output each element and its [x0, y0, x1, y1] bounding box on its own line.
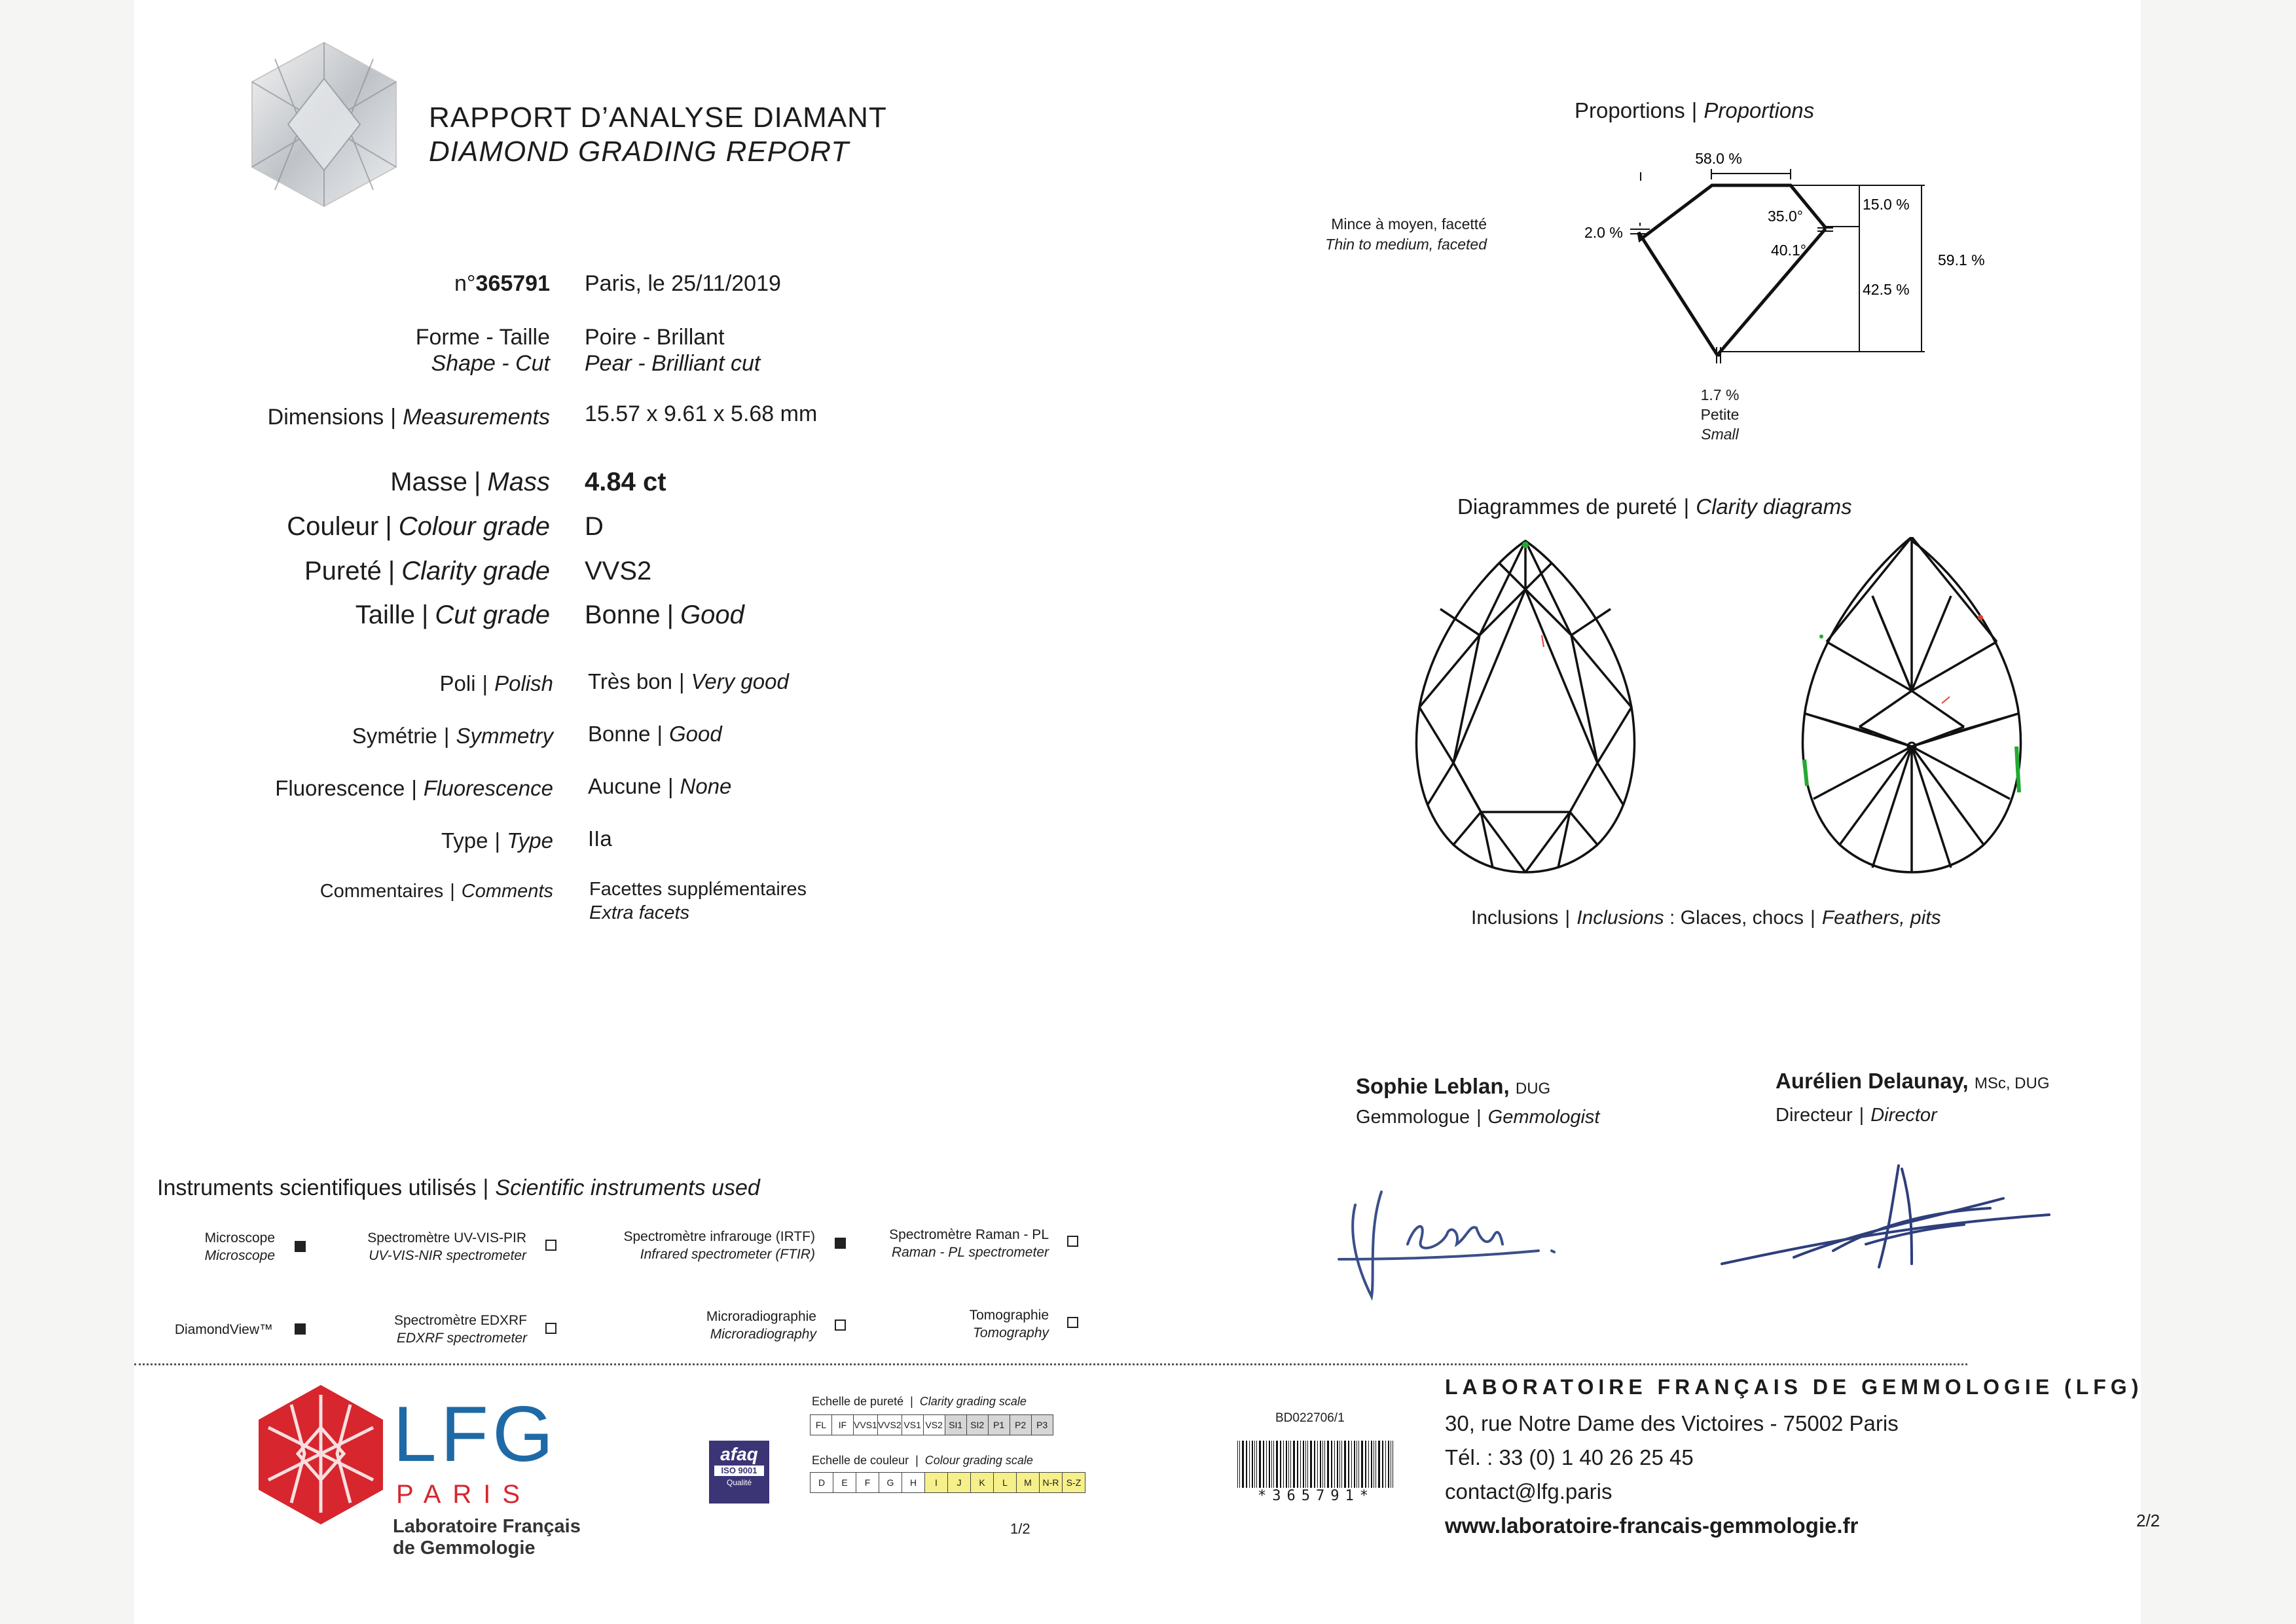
- barcode-bar: [1239, 1441, 1240, 1488]
- clarity-grade-cell: SI2: [966, 1415, 988, 1435]
- clarity-grade-cell: VS2: [923, 1415, 945, 1435]
- barcode-bar: [1305, 1441, 1306, 1488]
- barcode-bar: [1327, 1441, 1329, 1488]
- barcode-bar: [1331, 1441, 1332, 1488]
- lab-full-name: LABORATOIRE FRANÇAIS DE GEMMOLOGIE (LFG): [1445, 1375, 2143, 1399]
- lab-phone: Tél. : 33 (0) 1 40 26 25 45: [1445, 1445, 1694, 1469]
- clarity-grade-cell: FL: [811, 1415, 832, 1435]
- field-label-type: Type | Type: [441, 828, 553, 853]
- barcode-bar: [1263, 1441, 1264, 1488]
- pavilion-angle: 40.1°: [1771, 242, 1806, 259]
- barcode-bar: [1341, 1441, 1342, 1488]
- field-value-shape-cut: Poire - Brillant Pear - Brilliant cut: [585, 325, 761, 376]
- clarity-grade-cell: IF: [832, 1415, 854, 1435]
- barcode-bar: [1344, 1441, 1346, 1488]
- colour-grade-cell: J: [948, 1473, 971, 1493]
- barcode-bar: [1324, 1441, 1325, 1488]
- barcode-bar: [1246, 1441, 1247, 1488]
- barcode-bar: [1339, 1441, 1340, 1488]
- field-value-symmetry: Bonne | Good: [588, 722, 722, 746]
- clarity-grade-cell: VS1: [902, 1415, 923, 1435]
- microscope-checkbox[interactable]: [295, 1241, 306, 1252]
- instrument-microradiography: Microradiographie Microradiography: [706, 1309, 816, 1342]
- barcode-bar: [1371, 1441, 1372, 1488]
- signatory-2-role: Directeur | Director: [1776, 1105, 1937, 1126]
- microradiography-checkbox[interactable]: [835, 1320, 846, 1331]
- table-percent: 58.0 %: [1695, 150, 1742, 167]
- barcode-bar: [1368, 1441, 1369, 1488]
- barcode-text: *365791*: [1258, 1488, 1374, 1504]
- uv-vis-checkbox[interactable]: [545, 1240, 556, 1251]
- colour-grade-cell: I: [925, 1473, 948, 1493]
- barcode-bar: [1273, 1441, 1274, 1488]
- page-number-left: 1/2: [1010, 1521, 1030, 1537]
- field-label-polish: Poli | Polish: [439, 671, 553, 695]
- barcode-bar: [1293, 1441, 1295, 1488]
- barcode-bar: [1252, 1441, 1253, 1488]
- barcode-bar: [1269, 1441, 1270, 1488]
- clarity-grade-cell: SI1: [945, 1415, 966, 1435]
- footer-divider: [134, 1363, 1967, 1365]
- field-value-type: IIa: [588, 826, 612, 851]
- signature-leblan: [1336, 1166, 1637, 1310]
- field-value-fluorescence: Aucune | None: [588, 774, 732, 798]
- girdle-description: Mince à moyen, facetté Thin to medium, faceted: [1325, 215, 1487, 253]
- clarity-diagram-pavilion: [1800, 537, 2023, 877]
- barcode-bar: [1256, 1441, 1257, 1488]
- field-value-polish: Très bon | Very good: [588, 669, 789, 693]
- barcode-bar: [1358, 1441, 1359, 1488]
- field-value-clarity: VVS2: [585, 557, 652, 585]
- barcode-bar: [1300, 1441, 1301, 1488]
- clarity-grade-cell: P3: [1031, 1415, 1053, 1435]
- afaq-badge: afaq ISO 9001 Qualité: [709, 1441, 769, 1504]
- barcode-ref: BD022706/1: [1275, 1411, 1345, 1425]
- instrument-microscope: Microscope Microscope: [204, 1230, 275, 1263]
- signatory-1-role: Gemmologue | Gemmologist: [1356, 1107, 1600, 1128]
- field-label-fluorescence: Fluorescence | Fluorescence: [275, 776, 553, 800]
- field-label-mass: Masse | Mass: [390, 468, 550, 496]
- field-value-comments: Facettes supplémentaires Extra facets: [589, 879, 807, 923]
- proportions-title: Proportions | Proportions: [1575, 98, 1815, 122]
- ftir-checkbox[interactable]: [835, 1238, 846, 1249]
- tomography-checkbox[interactable]: [1067, 1317, 1078, 1328]
- barcode-bar: [1271, 1441, 1272, 1488]
- clarity-grade-cell: VVS2: [877, 1415, 902, 1435]
- barcode-bar: [1307, 1441, 1308, 1488]
- signature-delaunay: [1715, 1153, 2056, 1283]
- clarity-scale-title: Echelle de pureté | Clarity grading scale: [812, 1395, 1027, 1408]
- barcode-bar: [1337, 1441, 1338, 1488]
- barcode-bar: [1378, 1441, 1380, 1488]
- barcode-bar: [1266, 1441, 1267, 1488]
- barcode-bar: [1290, 1441, 1291, 1488]
- lfg-lab-name: Laboratoire Français de Gemmologie: [393, 1516, 581, 1559]
- colour-grade-cell: S-Z: [1063, 1473, 1085, 1493]
- lfg-logo-text: LFG: [393, 1390, 558, 1478]
- field-label-comments: Commentaires | Comments: [319, 881, 553, 902]
- colour-grade-cell: M: [1017, 1473, 1040, 1493]
- report-title-en: DIAMOND GRADING REPORT: [429, 136, 850, 168]
- diamond-hexagon-image: [249, 39, 399, 210]
- report-title-fr: RAPPORT D’ANALYSE DIAMANT: [429, 101, 887, 134]
- colour-grade-cell: E: [833, 1473, 856, 1493]
- barcode-bar: [1382, 1441, 1383, 1488]
- barcode-bar: [1314, 1441, 1315, 1488]
- colour-grade-cell: F: [856, 1473, 879, 1493]
- edxrf-checkbox[interactable]: [545, 1323, 556, 1334]
- lab-address: 30, rue Notre Dame des Victoires - 75002 Paris: [1445, 1411, 1899, 1435]
- field-label-cut-grade: Taille | Cut grade: [355, 600, 550, 629]
- barcode-bar: [1303, 1441, 1304, 1488]
- lfg-logo-mark: [255, 1382, 386, 1526]
- field-label-symmetry: Symétrie | Symmetry: [352, 724, 553, 748]
- barcode-bar: [1388, 1441, 1389, 1488]
- barcode-bar: [1242, 1441, 1244, 1488]
- instrument-diamondview: DiamondView™: [174, 1322, 273, 1337]
- barcode-bar: [1348, 1441, 1349, 1488]
- barcode-bar: [1286, 1441, 1287, 1488]
- barcode-bar: [1354, 1441, 1355, 1488]
- clarity-scale: [810, 1414, 1053, 1435]
- instrument-raman: Spectromètre Raman - PL Raman - PL spectrometer: [889, 1227, 1049, 1260]
- barcode-bar: [1276, 1441, 1278, 1488]
- barcode-bar: [1254, 1441, 1255, 1488]
- inclusions-line: Inclusions | Inclusions : Glaces, chocs | Feathers, pits: [1471, 907, 1941, 929]
- colour-grade-cell: K: [971, 1473, 994, 1493]
- barcode-bar: [1334, 1441, 1335, 1488]
- instrument-edxrf: Spectromètre EDXRF EDXRF spectrometer: [393, 1313, 527, 1346]
- barcode-bar: [1351, 1441, 1352, 1488]
- total-depth: 59.1 %: [1938, 251, 1985, 268]
- raman-checkbox[interactable]: [1067, 1236, 1078, 1247]
- field-value-colour: D: [585, 512, 604, 541]
- barcode-bar: [1259, 1441, 1261, 1488]
- field-label-clarity: Pureté | Clarity grade: [304, 557, 550, 585]
- barcode-bar: [1365, 1441, 1366, 1488]
- report-place-date: Paris, le 25/11/2019: [585, 271, 781, 296]
- colour-grade-cell: N-R: [1040, 1473, 1063, 1493]
- page-number-right: 2/2: [2136, 1511, 2160, 1530]
- signatory-1: Sophie Leblan, DUG: [1356, 1074, 1551, 1098]
- field-value-measurements: 15.57 x 9.61 x 5.68 mm: [585, 401, 818, 426]
- colour-grade-cell: D: [811, 1473, 833, 1493]
- clarity-grade-cell: P1: [988, 1415, 1010, 1435]
- pavilion-depth: 42.5 %: [1863, 281, 1910, 298]
- barcode-bar: [1280, 1441, 1281, 1488]
- barcode: [1236, 1441, 1396, 1488]
- colour-grade-cell: G: [879, 1473, 902, 1493]
- barcode-bar: [1310, 1441, 1312, 1488]
- colour-scale-title: Echelle de couleur | Colour grading scale: [812, 1454, 1033, 1467]
- report-number: n°365791: [454, 271, 550, 296]
- colour-grade-cell: H: [902, 1473, 925, 1493]
- barcode-bar: [1237, 1441, 1238, 1488]
- clarity-diagram-crown: [1414, 537, 1637, 877]
- barcode-bar: [1283, 1441, 1284, 1488]
- clarity-grade-cell: VVS1: [854, 1415, 878, 1435]
- barcode-bar: [1322, 1441, 1323, 1488]
- field-label-measurements: Dimensions | Measurements: [267, 405, 550, 430]
- barcode-bar: [1249, 1441, 1250, 1488]
- barcode-bar: [1385, 1441, 1386, 1488]
- lab-email[interactable]: contact@lfg.paris: [1445, 1479, 1613, 1504]
- signatory-2: Aurélien Delaunay, MSc, DUG: [1776, 1069, 2050, 1093]
- clarity-diagrams-title: Diagrammes de pureté | Clarity diagrams: [1457, 494, 1852, 519]
- instrument-tomography: Tomographie Tomography: [969, 1308, 1049, 1340]
- crown-angle: 35.0°: [1768, 208, 1803, 225]
- field-label-colour: Couleur | Colour grade: [287, 512, 550, 541]
- barcode-bar: [1297, 1441, 1298, 1488]
- clarity-grade-cell: P2: [1010, 1415, 1031, 1435]
- proportions-diagram: [1552, 131, 1997, 367]
- diamondview-checkbox[interactable]: [295, 1323, 306, 1335]
- girdle-percent: 2.0 %: [1584, 224, 1623, 241]
- culet-description: 1.7 % Petite Small: [1700, 386, 1740, 443]
- barcode-bar: [1320, 1441, 1321, 1488]
- instrument-uv-vis: Spectromètre UV-VIS-PIR UV-VIS-NIR spectrometer: [367, 1230, 526, 1263]
- field-value-mass: 4.84 ct: [585, 468, 666, 496]
- lfg-logo-sub: PARIS: [396, 1480, 532, 1509]
- instruments-title: Instruments scientifiques utilisés | Scientific instruments used: [157, 1175, 760, 1200]
- colour-scale: [810, 1472, 1085, 1493]
- crown-height: 15.0 %: [1863, 196, 1910, 213]
- instrument-ftir: Spectromètre infrarouge (IRTF) Infrared spectrometer (FTIR): [623, 1229, 815, 1262]
- field-label-shape-cut: Forme - Taille Shape - Cut: [415, 325, 550, 376]
- barcode-bar: [1361, 1441, 1363, 1488]
- barcode-bar: [1288, 1441, 1289, 1488]
- colour-grade-cell: L: [994, 1473, 1017, 1493]
- field-value-cut-grade: Bonne | Good: [585, 600, 744, 629]
- lab-website[interactable]: www.laboratoire-francais-gemmologie.fr: [1445, 1513, 1859, 1538]
- barcode-bar: [1317, 1441, 1318, 1488]
